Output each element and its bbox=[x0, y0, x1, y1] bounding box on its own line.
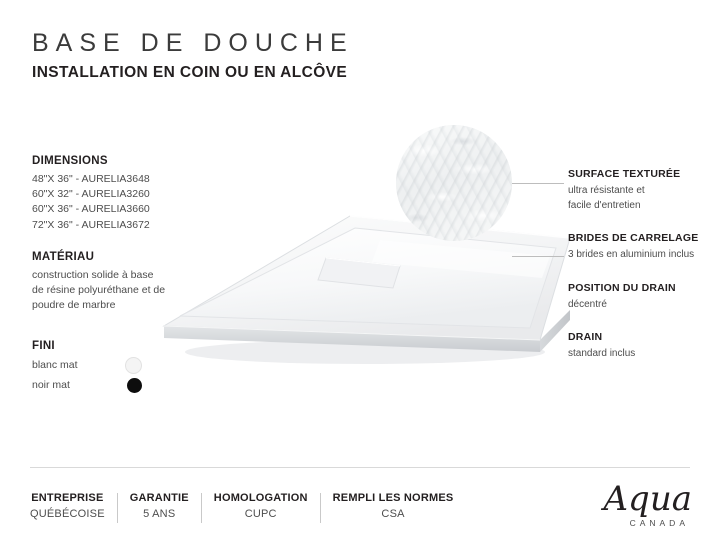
footer-item-title: HOMOLOGATION bbox=[213, 492, 308, 504]
dimensions-line: 72"X 36" - AURELIA3672 bbox=[32, 218, 150, 231]
page-subtitle: INSTALLATION EN COIN OU EN ALCÔVE bbox=[32, 63, 348, 81]
brand-name: Aqua bbox=[603, 479, 692, 519]
materiau-block bbox=[32, 251, 202, 314]
materiau-line: construction solide à base bbox=[32, 268, 154, 281]
surface-texturee-block bbox=[568, 168, 713, 213]
footer-item-value: CSA bbox=[381, 508, 405, 520]
dimensions-line: 60"X 32" - AURELIA3260 bbox=[32, 188, 150, 201]
position-drain-heading: POSITION DU DRAIN bbox=[568, 281, 676, 294]
fini-heading: FINI bbox=[32, 339, 55, 352]
brides-carrelage-block bbox=[568, 232, 713, 263]
dimensions-line: 60"X 36" - AURELIA3660 bbox=[32, 203, 150, 216]
fini-option-white[interactable] bbox=[32, 357, 142, 374]
dimensions-block bbox=[32, 155, 202, 233]
header bbox=[32, 30, 672, 82]
footer-item-homologation bbox=[202, 492, 320, 520]
brand-country: CANADA bbox=[629, 518, 689, 528]
footer-item-value: QUÉBÉCOISE bbox=[30, 508, 105, 520]
texture-streaks bbox=[396, 125, 512, 241]
fini-option-label: noir mat bbox=[32, 379, 70, 392]
leader-line-brides bbox=[512, 256, 564, 257]
footer-item-title: ENTREPRISE bbox=[31, 492, 104, 504]
brides-carrelage-heading: BRIDES DE CARRELAGE bbox=[568, 232, 699, 244]
footer-item-value: CUPC bbox=[244, 508, 277, 520]
leader-line-texture bbox=[512, 183, 564, 184]
brides-carrelage-line: 3 brides en aluminium inclus bbox=[568, 249, 695, 260]
fini-block bbox=[32, 340, 202, 393]
drain-line: standard inclus bbox=[568, 348, 636, 359]
footer-item-entreprise bbox=[30, 492, 117, 520]
color-swatch-black[interactable] bbox=[127, 378, 142, 393]
fini-option-label: blanc mat bbox=[32, 359, 78, 372]
drain-heading: DRAIN bbox=[568, 331, 603, 343]
footer bbox=[30, 492, 465, 523]
surface-texturee-heading: SURFACE TEXTURÉE bbox=[568, 168, 681, 180]
footer-item-title: REMPLI LES NORMES bbox=[332, 492, 454, 504]
footer-divider bbox=[30, 467, 690, 468]
color-swatch-white[interactable] bbox=[125, 357, 142, 374]
position-drain-line: décentré bbox=[568, 298, 607, 310]
dimensions-heading: DIMENSIONS bbox=[32, 155, 108, 167]
materiau-line: de résine polyuréthane et de bbox=[32, 284, 166, 297]
position-drain-block bbox=[568, 282, 713, 313]
page-title: BASE DE DOUCHE bbox=[32, 29, 354, 57]
brand-logo bbox=[562, 479, 692, 528]
right-specs-column bbox=[568, 168, 713, 381]
left-specs-column bbox=[32, 155, 202, 411]
footer-item-title: GARANTIE bbox=[129, 492, 189, 504]
footer-item-value: 5 ANS bbox=[143, 508, 176, 520]
drain-block bbox=[568, 331, 713, 362]
materiau-heading: MATÉRIAU bbox=[32, 250, 95, 263]
surface-texturee-line: facile d'entretien bbox=[568, 199, 641, 211]
footer-item-garantie bbox=[118, 492, 201, 520]
materiau-line: poudre de marbre bbox=[32, 299, 116, 312]
surface-texturee-line: ultra résistante et bbox=[568, 185, 645, 196]
footer-item-normes bbox=[321, 492, 466, 520]
surface-texture-detail-circle bbox=[396, 125, 512, 241]
fini-option-black[interactable] bbox=[32, 378, 142, 393]
dimensions-line: 48"X 36" - AURELIA3648 bbox=[32, 173, 150, 185]
